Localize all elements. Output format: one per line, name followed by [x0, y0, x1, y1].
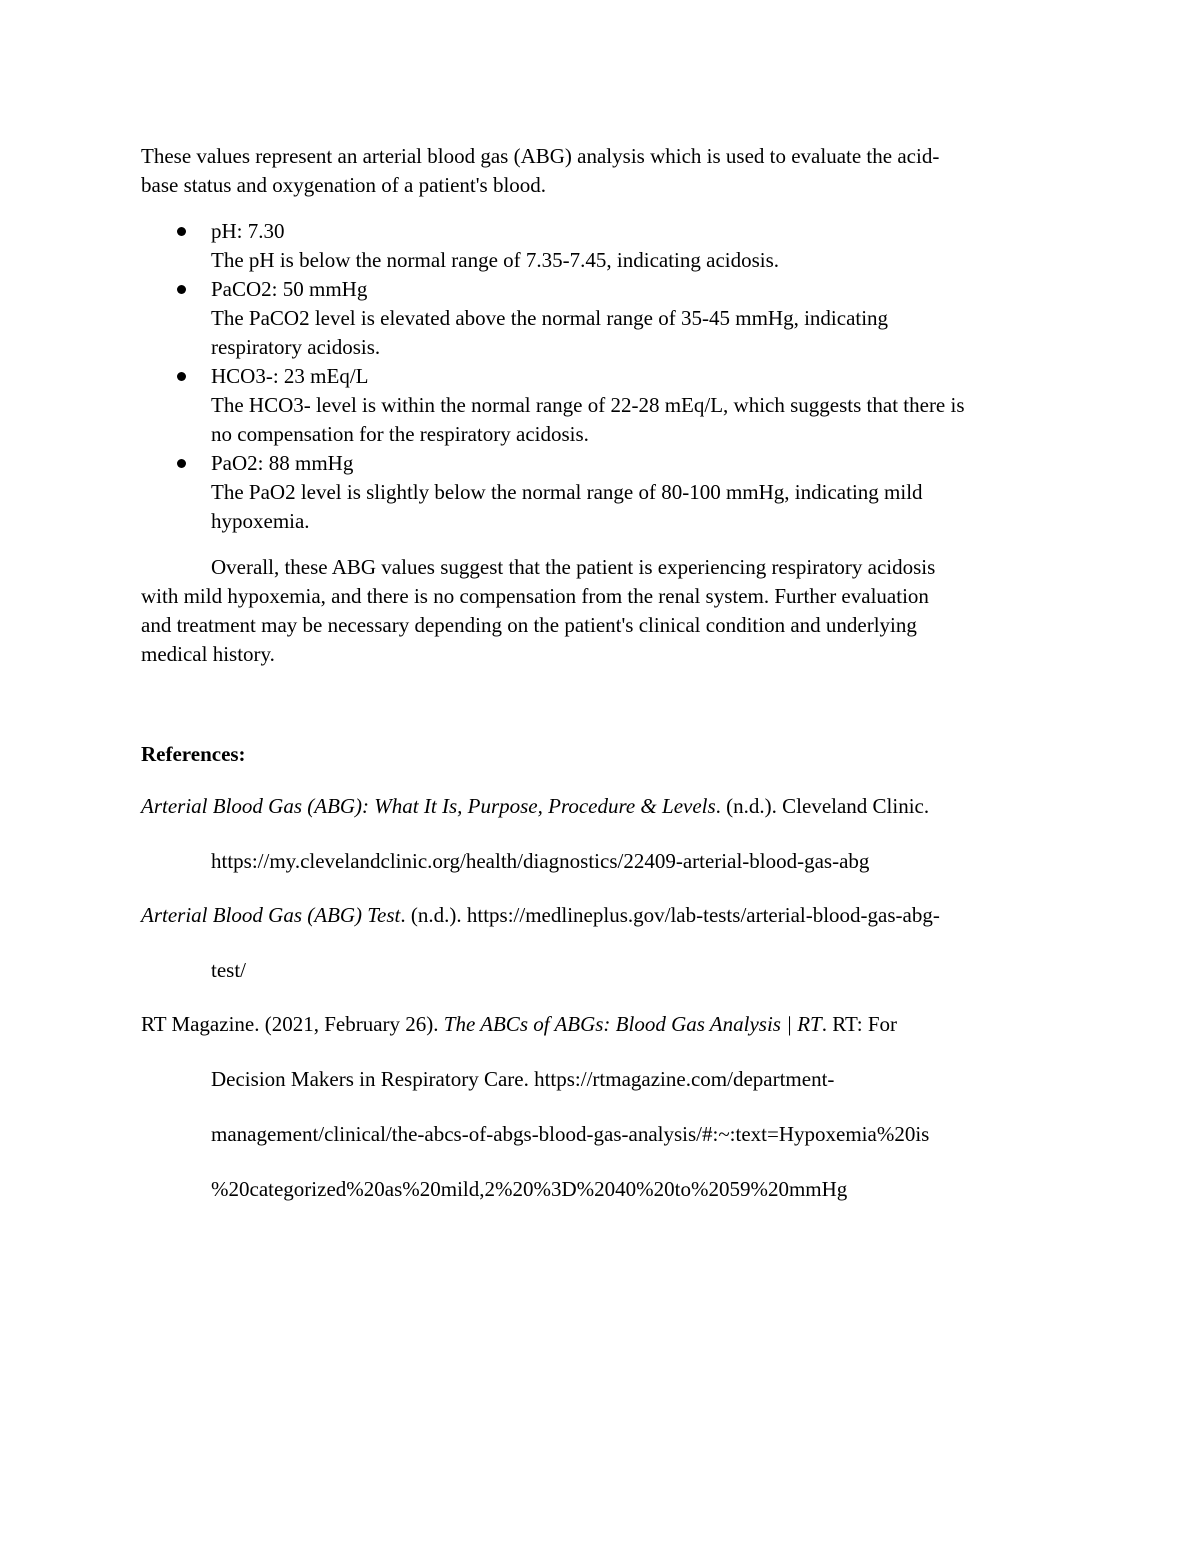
- value-explanation: The HCO3- level is within the normal range of 22-28 mEq/L, which suggests that there is: [211, 393, 965, 417]
- list-item: [141, 449, 1061, 536]
- summary-line: with mild hypoxemia, and there is no compensation from the renal system. Further evaluation: [141, 584, 929, 608]
- list-item: [141, 217, 1061, 275]
- abg-values-list: [141, 217, 1061, 536]
- value-explanation: The PaCO2 level is elevated above the normal range of 35-45 mmHg, indicating: [211, 306, 889, 330]
- summary-line: Overall, these ABG values suggest that the patient is experiencing respiratory acidosis: [211, 555, 936, 579]
- value-explanation: no compensation for the respiratory acidosis.: [211, 422, 589, 446]
- value-explanation: The pH is below the normal range of 7.35-7.45, indicating acidosis.: [211, 248, 780, 272]
- bullet-icon: [177, 459, 186, 468]
- reference-entry: [141, 888, 1101, 998]
- reference-entry: [141, 997, 1101, 1217]
- intro-paragraph: [141, 142, 1061, 200]
- value-label: PaO2: 88 mmHg: [211, 451, 354, 475]
- value-label: HCO3-: 23 mEq/L: [211, 364, 369, 388]
- bullet-icon: [177, 285, 186, 294]
- reference-title: Arterial Blood Gas (ABG): What It Is, Purpose, Procedure & Levels: [141, 794, 716, 818]
- reference-entry: [141, 779, 1101, 889]
- reference-title: Arterial Blood Gas (ABG) Test: [141, 903, 401, 927]
- bullet-icon: [177, 372, 186, 381]
- reference-source-continued[interactable]: Decision Makers in Respiratory Care. https://rtmagazine.com/department-: [211, 1067, 835, 1091]
- list-item: [141, 362, 1061, 449]
- reference-url[interactable]: https://my.clevelandclinic.org/health/diagnostics/22409-arterial-blood-gas-abg: [211, 849, 870, 873]
- reference-source: . (n.d.). Cleveland Clinic.: [715, 794, 930, 818]
- intro-line: These values represent an arterial blood gas (ABG) analysis which is used to evaluate the acid-: [141, 144, 940, 168]
- bullet-icon: [177, 227, 186, 236]
- value-explanation: The PaO2 level is slightly below the normal range of 80-100 mmHg, indicating mild: [211, 480, 923, 504]
- reference-source[interactable]: . (n.d.). https://medlineplus.gov/lab-tests/arterial-blood-gas-abg-: [400, 903, 940, 927]
- references-heading: References:: [141, 742, 246, 766]
- reference-source: . RT: For: [821, 1012, 898, 1036]
- reference-url-continued[interactable]: %20categorized%20as%20mild,2%20%3D%2040%20to%2059%20mmHg: [211, 1177, 848, 1201]
- summary-paragraph: [141, 553, 1061, 669]
- value-explanation: respiratory acidosis.: [211, 335, 381, 359]
- summary-line: medical history.: [141, 642, 275, 666]
- reference-title: The ABCs of ABGs: Blood Gas Analysis | RT: [443, 1012, 822, 1036]
- summary-line: and treatment may be necessary depending on the patient's clinical condition and underlying: [141, 613, 917, 637]
- value-explanation: hypoxemia.: [211, 509, 310, 533]
- value-label: PaCO2: 50 mmHg: [211, 277, 368, 301]
- reference-author: RT Magazine. (2021, February 26).: [141, 1012, 444, 1036]
- value-label: pH: 7.30: [211, 219, 285, 243]
- reference-url-continued[interactable]: management/clinical/the-abcs-of-abgs-blood-gas-analysis/#:~:text=Hypoxemia%20is: [211, 1122, 930, 1146]
- reference-url-continued[interactable]: test/: [211, 958, 246, 982]
- list-item: [141, 275, 1061, 362]
- intro-line: base status and oxygenation of a patient's blood.: [141, 173, 547, 197]
